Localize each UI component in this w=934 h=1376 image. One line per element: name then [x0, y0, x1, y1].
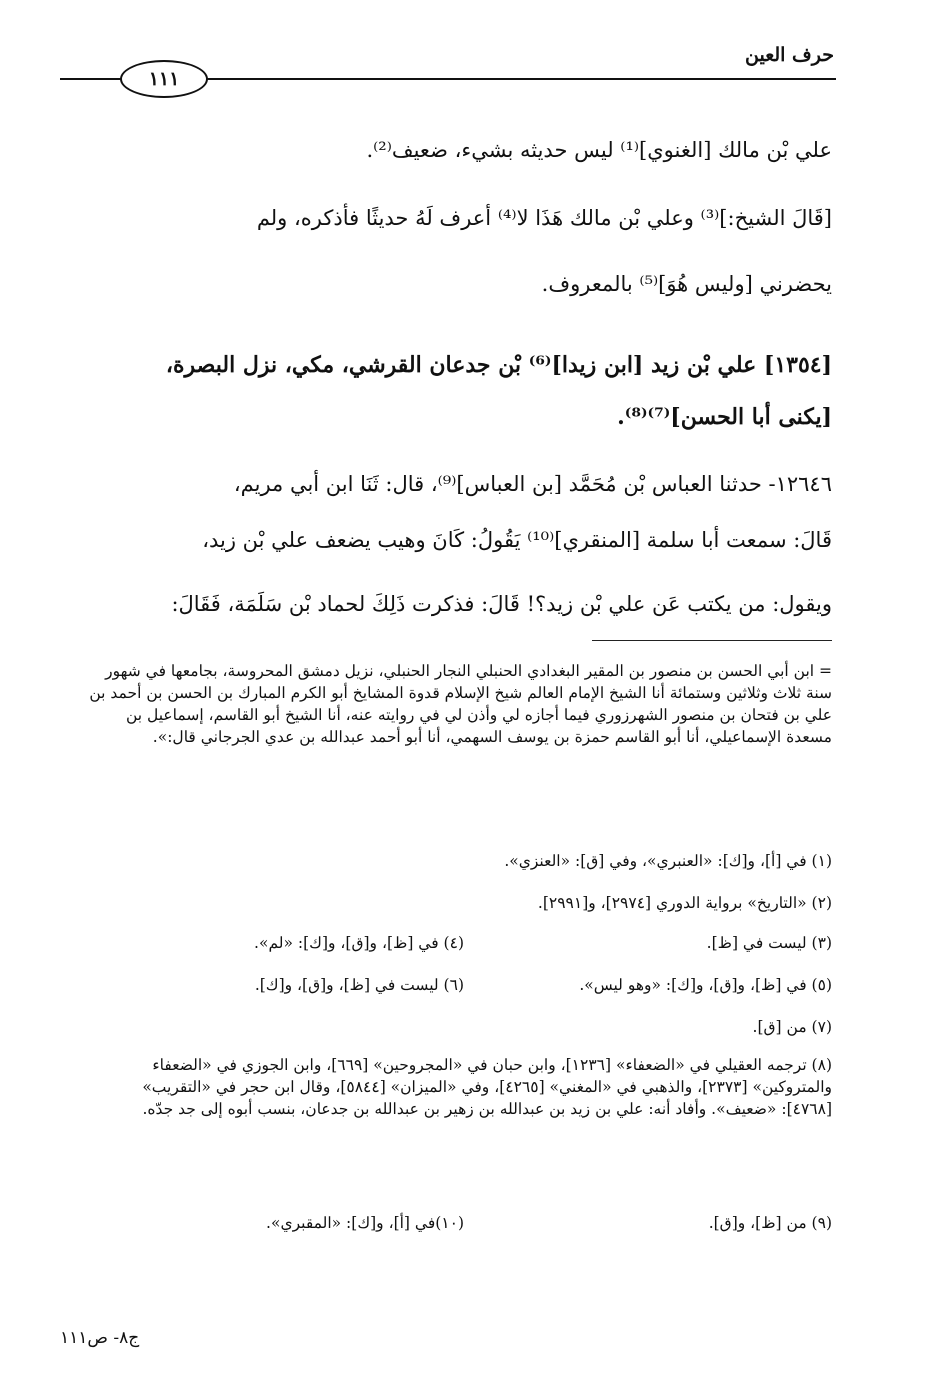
main-line-1: علي بْن مالك [الغنوي]⁽¹⁾ ليس حديثه بشيء، ضعيف⁽²⁾.	[366, 138, 832, 162]
footnote-7: (٧) من [ق].	[752, 1018, 832, 1036]
entry-heading-line-2: [يكنى أبا الحسن]⁽⁷⁾⁽⁸⁾.	[617, 404, 832, 430]
footnote-separator	[592, 640, 832, 641]
main-line-3: يحضرني [وليس هُوَ]⁽⁵⁾ بالمعروف.	[541, 272, 832, 296]
volume-page-reference: ج٨- ص١١١	[60, 1328, 140, 1348]
footnote-2: (٢) «التاريخ» برواية الدوري [٢٩٧٤]، و[٢٩٩١].	[537, 894, 832, 912]
hadith-line-1: ١٢٦٤٦- حدثنا العباس بْن مُحَمَّد [بن العباس]⁽⁹⁾، قال: ثَنَا ابن أبي مريم،	[233, 472, 832, 496]
entry-heading-line-1: [١٣٥٤] علي بْن زيد [ابن زيدا]⁽⁶⁾ بْن جدعان القرشي، مكي، نزل البصرة،	[165, 352, 832, 378]
footnote-9: (٩) من [ظ]، و[ق].	[708, 1214, 832, 1232]
footnote-4: (٤) في [ظ]، و[ق]، و[ك]: «لم».	[254, 934, 464, 952]
chapter-title: حرف العين	[745, 44, 834, 66]
footnote-8: (٨) ترجمه العقيلي في «الضعفاء» [١٢٣٦]، وابن حبان في «المجروحين» [٦٦٩]، وابن الجوزي في «الضعفاء والمتروكين» [٢٣٧٣]، والذهبي في «المغني» [٤٢٦٥]، وفي «الميزان» [٥٨٤٤]، وقال ابن حجر في «التقريب» [٤٧٦٨]: «ضعيف». وأفاد أنه: علي بن زيد بن عبدالله بن زهير بن عبدالله بن جدعان، بنسب أبوه إلى جد جدّه.	[142, 1056, 832, 1118]
footnote-continuation: = ابن أبي الحسن بن منصور بن المقير البغدادي الحنبلي النجار الحنبلي، نزيل دمشق المحروسة، بجامعها في شهور سنة ثلاث وثلاثين وستمائة أنا الشيخ الإمام العالم شيخ الإسلام قدوة المشايخ أبو الكرم المبارك بن الحسن بن أحمد بن علي بن فتحان بن منصور الشهرزوري فيما أجازه لي وأذن لي في روايته عنه، أنا الشيخ أبو القاسم، إسماعيل بن مسعدة الإسماعيلي، أنا أبو القاسم حمزة بن يوسف السهمي، أنا أبو أحمد عبدالله بن عدي الجرجاني قال:».	[89, 662, 832, 746]
page-number-oval: ١١١	[120, 60, 208, 98]
footnote-1: (١) في [أ]، و[ك]: «العنبري»، وفي [ق]: «العنزي».	[504, 852, 832, 870]
footnote-10: (١٠)في [أ]، و[ك]: «المقبري».	[266, 1214, 464, 1232]
hadith-line-3: ويقول: من يكتب عَن علي بْن زيد؟! قَالَ: فذكرت ذَلِكَ لحماد بْن سَلَمَة، فَقَالَ:	[171, 592, 832, 616]
main-line-2: [قَالَ الشيخ:]⁽³⁾ وعلي بْن مالك هَذَا لا⁽⁴⁾ أعرف لَهُ حديثًا فأذكره، ولم	[256, 206, 832, 230]
footnote-3: (٣) ليست في [ظ].	[706, 934, 832, 952]
footnote-6: (٦) ليست في [ظ]، و[ق]، و[ك].	[254, 976, 464, 994]
hadith-line-2: قَالَ: سمعت أبا سلمة [المنقري]⁽¹⁰⁾ يَقُولُ: كَانَ وهيب يضعف علي بْن زيد،	[202, 528, 832, 552]
footnote-5: (٥) في [ظ]، و[ق]، و[ك]: «وهو ليس».	[579, 976, 832, 994]
